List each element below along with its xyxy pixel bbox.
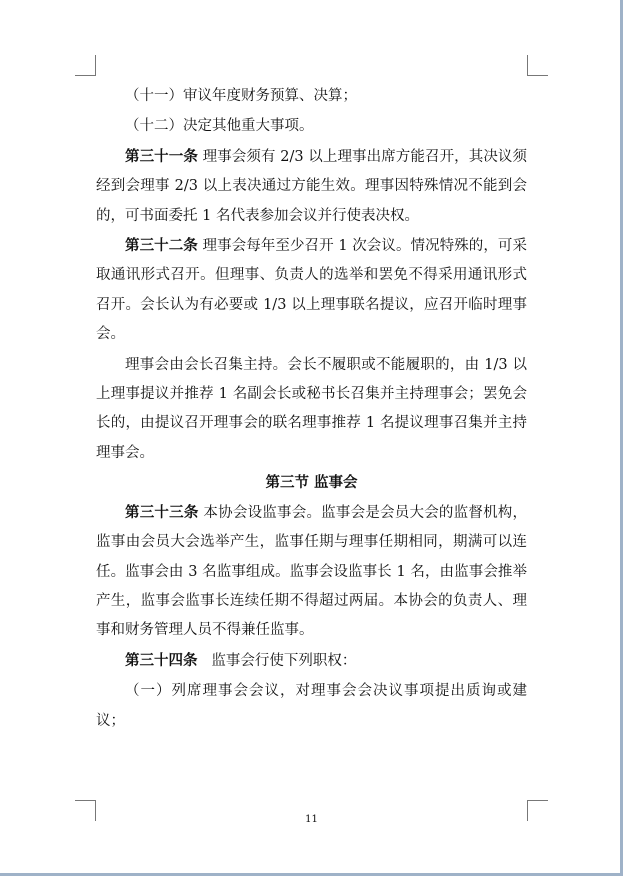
paragraph-text: （十二）决定其他重大事项。 xyxy=(125,118,314,135)
crop-mark-top-right xyxy=(527,55,548,76)
crop-mark-top-left xyxy=(75,55,96,76)
paragraph-text: （十一）审议年度财务预算、决算； xyxy=(125,88,357,104)
paragraph-text: 本协会设监事会。监事会是会员大会的监督机构，监事由会员大会选举产生，监事任期与理事任期相同，期满可以连任。监事会由 3 名监事组成。监事会设监事长 1 名，由监事会推举产生，监事会监事长连续任期不得超过两届。本协会的负责人、理事和财务管理人员不得兼任监事。 xyxy=(96,504,528,639)
article-number: 第三十四条 xyxy=(125,651,198,669)
paragraph xyxy=(96,498,527,646)
paragraph xyxy=(96,111,527,141)
paragraph-text: 理事会由会长召集主持。会长不履职或不能履职的，由 1/3 以上理事提议并推荐 1 名副会长或秘书长召集并主持理事会；罢免会长的，由提议召开理事会的联名理事推荐 1 名提议理事召集并主持理事会。 xyxy=(96,356,527,461)
paragraph xyxy=(96,676,527,736)
section-heading: 第三节 监事会 xyxy=(265,474,358,492)
paragraph xyxy=(96,231,527,350)
paragraph xyxy=(96,81,527,111)
article-number: 第三十二条 xyxy=(125,237,198,255)
paragraph xyxy=(96,350,527,469)
page-number: 11 xyxy=(305,814,318,825)
paragraph-text: 监事会行使下列职权： xyxy=(197,652,357,669)
paragraph-text: 理事会须有 2/3 以上理事出席方能召开，其决议须经到会理事 2/3 以上表决通过方能生效。理事因特殊情况不能到会的，可书面委托 1 名代表参加会议并行使表决权。 xyxy=(96,148,527,224)
paragraph xyxy=(96,142,527,231)
paragraph-text: 理事会每年至少召开 1 次会议。情况特殊的，可采取通讯形式召开。但理事、负责人的选举和罢免不得采用通讯形式召开。会长认为有必要或 1/3 以上理事联名提议，应召开临时理事会。 xyxy=(96,238,528,343)
paragraph-text: （一）列席理事会会议，对理事会会决议事项提出质询或建议； xyxy=(96,683,527,729)
article-number: 第三十三条 xyxy=(125,503,199,521)
paragraph xyxy=(96,646,527,676)
document-body xyxy=(96,81,527,736)
article-number: 第三十一条 xyxy=(125,147,198,165)
